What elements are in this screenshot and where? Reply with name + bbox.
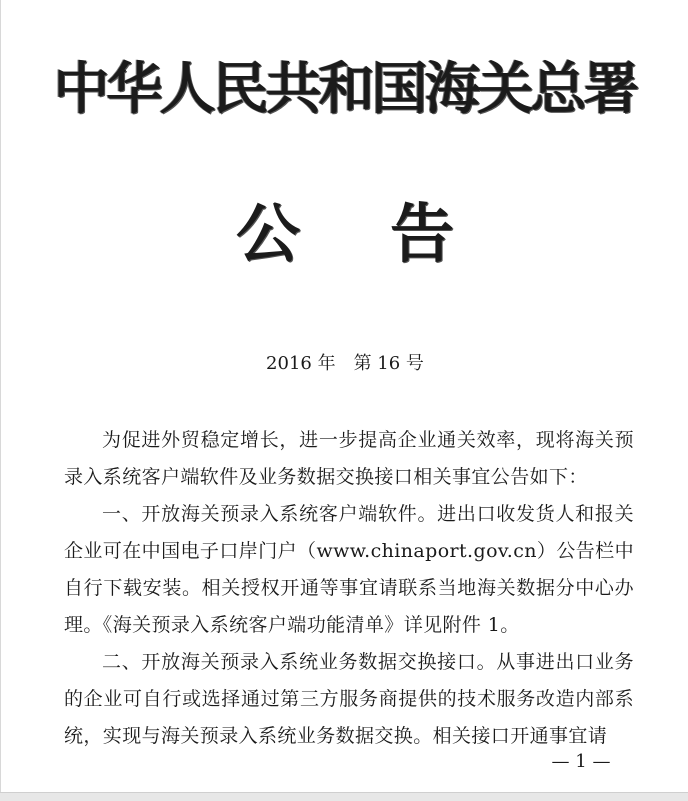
paragraph-item-2: 二、开放海关预录入系统业务数据交换接口。从事进出口业务的企业可自行或选择通过第三方服务商提供的技术服务改造内部系统，实现与海关预录入系统业务数据交换。相关接口开通事宜请 — [64, 651, 634, 747]
issuer-header: 中华人民共和国海关总署 — [53, 57, 637, 122]
paragraph-intro: 为促进外贸稳定增长，进一步提高企业通关效率，现将海关预录入系统客户端软件及业务数据交换接口相关事宜公告如下： — [64, 429, 634, 488]
paragraph-item-1: 一、开放海关预录入系统客户端软件。进出口收发货人和报关企业可在中国电子口岸门户（www.chinaport.gov.cn）公告栏中自行下载安装。相关授权开通等事宜请联系当地海关数据分中心办理。《海关预录入系统客户端功能清单》详见附件 1。 — [64, 503, 634, 636]
document-type-title: 公告 — [236, 198, 544, 272]
document-number: 2016 年 第 16 号 — [266, 353, 424, 374]
document-body — [64, 422, 634, 755]
page-number: — 1 — — [551, 751, 611, 772]
